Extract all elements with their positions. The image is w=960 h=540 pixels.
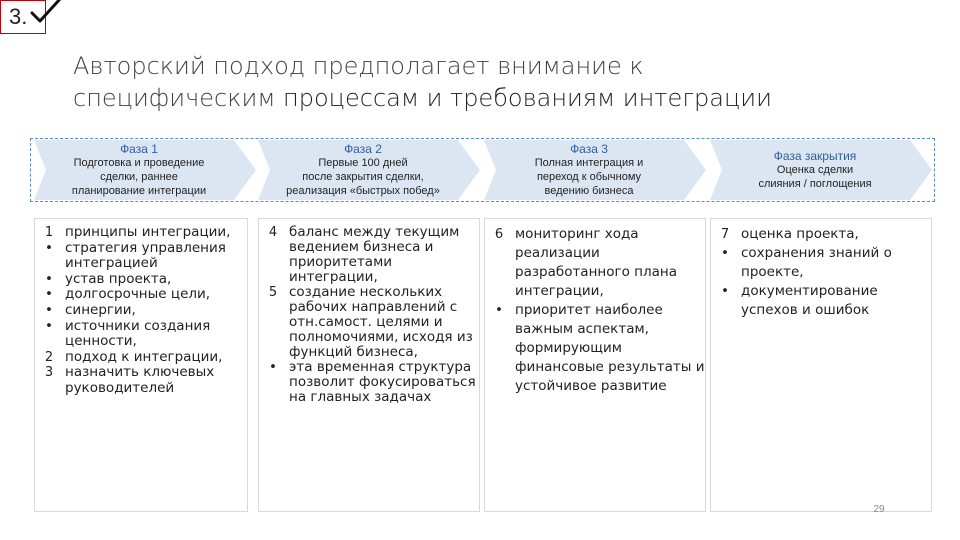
phase-1-chevron [34, 140, 256, 200]
phase-1-line-1: Подготовка и проведение [73, 157, 205, 169]
list-item [35, 319, 247, 350]
title-line-2 [73, 82, 933, 114]
bullet: • [269, 359, 277, 375]
list-item [711, 225, 931, 244]
item-text: синергии, [65, 301, 136, 318]
item-text: создание нескольких рабочих направлений с отн.самост. целями и полномочиями, исходя из функций бизнеса, [289, 284, 473, 360]
list-item [259, 285, 479, 360]
item-text: назначить ключевых руководителей [65, 364, 215, 396]
list-item [485, 225, 705, 301]
bullet: • [45, 270, 53, 287]
list-item [35, 303, 247, 319]
item-text: баланс между текущим ведением бизнеса и приоритетами интеграции, [289, 224, 460, 285]
bullet: • [45, 286, 53, 303]
bullet: • [721, 283, 729, 299]
phase-1-title: Фаза 1 [120, 142, 158, 156]
title-line-1: Авторский подход предполагает внимание к [73, 52, 644, 80]
bullet: • [45, 239, 53, 256]
item-number: 5 [268, 285, 278, 300]
phase-2-line-1: Первые 100 дней [318, 157, 408, 169]
closing-phase-tasks [710, 218, 932, 512]
list-item [35, 241, 247, 272]
phase-3-chevron [484, 140, 706, 200]
phase-3-line-1: Полная интеграция и [534, 157, 644, 169]
list-item [259, 360, 479, 405]
item-text: устав проекта, [65, 270, 172, 287]
item-text: стратегия управления интеграцией [65, 239, 226, 272]
bullet: • [495, 302, 503, 318]
title-emphasis: процессам и требованиям интеграции [283, 84, 772, 112]
bullet: • [721, 245, 729, 261]
title-line-2-plain: специфическим [73, 84, 284, 112]
list-item [485, 301, 705, 396]
phase-closing-title: Фаза закрытия [773, 149, 857, 163]
phase-1-tasks [34, 218, 248, 512]
list-item [35, 225, 247, 241]
list-item [35, 365, 247, 396]
phase-2-tasks [258, 218, 480, 512]
phase-1-line-2: сделки, раннее [100, 171, 178, 183]
item-number: 6 [494, 227, 504, 242]
page-number: 29 [873, 504, 885, 515]
item-text: принципы интеграции, [65, 224, 231, 240]
item-text: эта временная структура позволит фокусироваться на главных задачах [289, 359, 476, 405]
list-item [259, 225, 479, 285]
checkmark-icon [28, 0, 64, 26]
phase-3-line-3: ведению бизнеса [544, 185, 634, 197]
phase-closing-chevron [710, 140, 932, 200]
item-text: источники создания ценности, [65, 317, 211, 350]
phase-frame-left [30, 138, 31, 202]
item-text: оценка проекта, [741, 226, 859, 242]
phase-frame-right [934, 138, 935, 202]
slide-number: 3. [9, 4, 28, 29]
list-item [35, 272, 247, 288]
list-item [35, 350, 247, 366]
item-text: подход к интеграции, [65, 348, 223, 365]
item-number: 4 [268, 225, 278, 240]
phase-3-tasks [484, 218, 706, 512]
slide-title [73, 50, 933, 114]
phase-3-title: Фаза 3 [570, 142, 608, 156]
bullet: • [45, 301, 53, 318]
item-number: 2 [44, 349, 54, 365]
phase-2-line-2: после закрытия сделки, [302, 171, 424, 183]
item-number: 7 [720, 227, 730, 242]
list-item [35, 287, 247, 303]
item-number: 1 [44, 225, 54, 240]
phase-2-line-3: реализация «быстрых побед» [286, 185, 440, 197]
bullet: • [45, 317, 53, 334]
list-item [711, 282, 931, 320]
phase-closing-line-1: Оценка сделки [776, 164, 854, 176]
item-text: документирование успехов и ошибок [741, 283, 878, 318]
phase-2-chevron [258, 140, 480, 200]
item-text: сохранения знаний о проекте, [741, 245, 892, 280]
phase-2-title: Фаза 2 [344, 142, 382, 156]
item-number: 3 [44, 365, 54, 381]
item-text: мониторинг хода реализации разработанного плана интеграции, [515, 226, 677, 299]
item-text: долгосрочные цели, [65, 286, 211, 303]
phase-3-line-2: переход к обычному [536, 171, 642, 183]
list-item [711, 244, 931, 282]
item-text: приоритет наиболее важным аспектам, формирующим финансовые результаты и устойчивое развитие [515, 302, 705, 394]
phase-1-line-3: планирование интеграции [71, 185, 207, 197]
phase-closing-line-2: слияния / поглощения [758, 178, 872, 190]
